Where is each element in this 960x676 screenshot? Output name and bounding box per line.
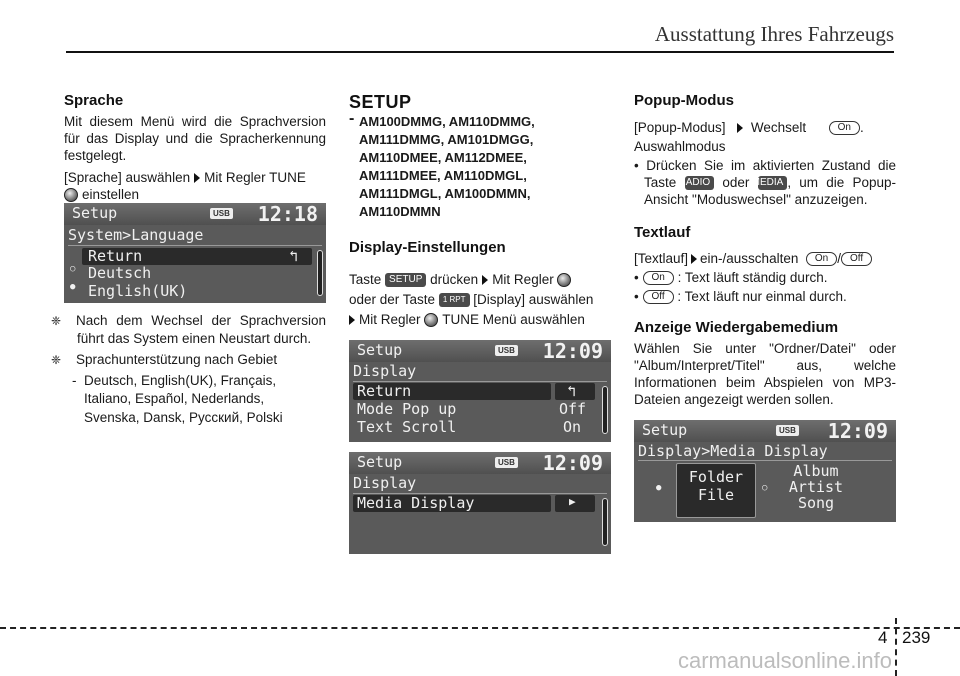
tune-knob-icon — [557, 273, 571, 287]
column-sprache — [64, 92, 326, 203]
menu-return[interactable]: Return — [357, 382, 412, 400]
textlauf-off: • Off : Text läuft nur einmal durch. — [634, 289, 847, 304]
heading-sprache: Sprache — [64, 92, 124, 109]
radio-empty-icon: ○ — [762, 483, 768, 493]
model-line: AM111DMGL, AM100DMMN, — [359, 186, 531, 201]
model-line: AM111DMMG, AM101DMGG, — [359, 132, 534, 147]
menu-mode-popup[interactable]: Mode Pop up — [357, 400, 457, 418]
usb-badge: USB — [210, 208, 233, 219]
return-icon: ↰ — [567, 382, 577, 400]
footer-rule — [0, 627, 960, 629]
model-list: - AM100DMMG, AM110DMMG, AM111DMMG, AM101DMGG, AM110DMEE, AM112DMEE, AM111DMEE, AM110DMGL, AM111DMGL, AM100DMMN, AM110DMMN — [349, 113, 611, 221]
languages-line3: Svenska, Dansk, Русский, Polski — [84, 410, 283, 425]
sprache-step: [Sprache] auswählen Mit Regler TUNE einstellen — [64, 170, 306, 202]
screen-clock: 12:18 — [257, 202, 318, 226]
model-line: AM100DMMG, AM110DMMG, — [359, 114, 535, 129]
arrow-right-icon: ▶ — [569, 495, 576, 508]
text-scroll-value: On — [563, 418, 582, 436]
watermark: carmanualsonline.info — [677, 648, 892, 673]
display-instructions: Taste SETUP drücken Mit Regler oder der Taste 1 RPT [Display] auswählen Mit Regler TUNE Menü auswählen — [349, 272, 594, 327]
languages-line2: Italiano, Español, Nederlands, — [84, 391, 265, 406]
screen-path: Display — [353, 362, 417, 380]
screen-path: Display>Media Display — [638, 442, 828, 460]
heading-popup-mode: Popup-Modus — [634, 92, 734, 109]
display-screen — [349, 340, 611, 442]
usb-badge: USB — [776, 425, 799, 436]
heading-setup: SETUP — [349, 92, 412, 112]
media-display-screen — [349, 452, 611, 554]
radio-selected-icon: ● — [70, 282, 76, 292]
header-rule — [66, 51, 894, 53]
column-popup — [634, 92, 896, 408]
on-badge: On — [829, 121, 860, 135]
radio-key-badge: RADIO — [685, 176, 715, 190]
radio-selected-icon: ● — [656, 483, 662, 493]
option-folder-label: Folder — [688, 468, 744, 486]
screen-title: Setup — [642, 421, 688, 439]
arrow-right-icon — [482, 275, 488, 285]
screen-separator — [68, 245, 322, 246]
screen-title: Setup — [357, 453, 403, 471]
chapter-number: 4 — [878, 628, 888, 647]
arrow-right-icon — [691, 254, 697, 264]
screen-title: Setup — [72, 204, 118, 222]
textlauf-on: • On : Text läuft ständig durch. — [634, 270, 828, 285]
header-title: Ausstattung Ihres Fahrzeugs — [654, 22, 894, 46]
heading-media-display: Anzeige Wiedergabemedium — [634, 319, 839, 336]
screen-clock: 12:09 — [542, 339, 603, 363]
tune-knob-icon — [424, 313, 438, 327]
arrow-right-icon — [737, 123, 743, 133]
usb-badge: USB — [495, 345, 518, 356]
menu-deutsch[interactable]: Deutsch — [88, 264, 152, 282]
column-setup — [349, 92, 611, 330]
model-line: AM111DMEE, AM110DMGL, — [359, 168, 527, 183]
screen-title: Setup — [357, 341, 403, 359]
off-badge: Off — [643, 290, 674, 304]
mode-popup-value: Off — [559, 400, 587, 418]
scrollbar[interactable] — [602, 386, 608, 434]
scrollbar[interactable] — [317, 250, 323, 296]
arrow-right-icon — [349, 315, 355, 325]
usb-badge: USB — [495, 457, 518, 468]
screen-path: Display — [353, 474, 417, 492]
option-file-label: File — [697, 486, 735, 504]
note-restart: ❈ Nach dem Wechsel der Sprachversion führt das System einen Neustart durch. — [51, 313, 326, 346]
on-badge: On — [643, 271, 674, 285]
option-artist-label[interactable]: Artist — [788, 478, 844, 496]
media-display-desc: Wählen Sie unter "Ordner/Datei" oder "Album/Interpret/Titel" aus, welche Informationen beim Abspielen von MP3-Dateien angezeigt werden sollen. — [634, 341, 896, 407]
tune-knob-icon — [64, 188, 78, 202]
on-badge: On — [806, 252, 837, 266]
popup-bullet: • Drücken Sie im aktivierten Zustand die Taste RADIO oder MEDIA , um die Popup-Ansicht "Moduswechsel" anzuzeigen. — [634, 158, 896, 207]
media-options-screen — [634, 420, 896, 522]
model-line: AM110DMMN — [359, 204, 441, 219]
scrollbar[interactable] — [602, 498, 608, 546]
popup-desc: [Popup-Modus] Wechselt On . Auswahlmodus — [634, 120, 864, 154]
sprache-notes — [51, 312, 326, 427]
menu-media-display[interactable]: Media Display — [357, 494, 475, 512]
heading-display-settings: Display-Einstellungen — [349, 239, 506, 256]
textlauf-desc: [Textlauf] ein-/ausschalten On / Off — [634, 249, 896, 268]
model-line: AM110DMEE, AM112DMEE, — [359, 150, 527, 165]
screen-path: System>Language — [68, 226, 204, 244]
screen-clock: 12:09 — [827, 419, 888, 443]
arrow-right-icon — [194, 173, 200, 183]
option-album-label[interactable]: Album — [793, 462, 839, 480]
setup-key-badge: SETUP — [385, 273, 426, 287]
menu-return[interactable]: Return — [88, 247, 143, 265]
heading-textlauf: Textlauf — [634, 224, 691, 241]
off-badge: Off — [841, 252, 872, 266]
screen-separator — [638, 460, 892, 461]
return-icon: ↰ — [288, 247, 298, 265]
screen-clock: 12:09 — [542, 451, 603, 475]
media-key-badge: MEDIA — [758, 176, 788, 190]
footer-divider — [895, 618, 897, 676]
menu-text-scroll[interactable]: Text Scroll — [357, 418, 457, 436]
rpt-key-badge: 1 RPT — [439, 293, 470, 307]
language-screen — [64, 203, 326, 303]
option-song-label[interactable]: Song — [797, 494, 835, 512]
menu-english[interactable]: English(UK) — [88, 282, 188, 300]
languages-line1: - Deutsch, English(UK), Français, — [72, 373, 277, 388]
note-languages: ❈ Sprachunterstützung nach Gebiet — [51, 352, 278, 367]
radio-empty-icon: ○ — [70, 264, 76, 274]
page-number: 239 — [902, 628, 931, 647]
sprache-intro: Mit diesem Menü wird die Sprachversion für das Display und die Spracherkennung festgelegt. — [64, 114, 326, 163]
